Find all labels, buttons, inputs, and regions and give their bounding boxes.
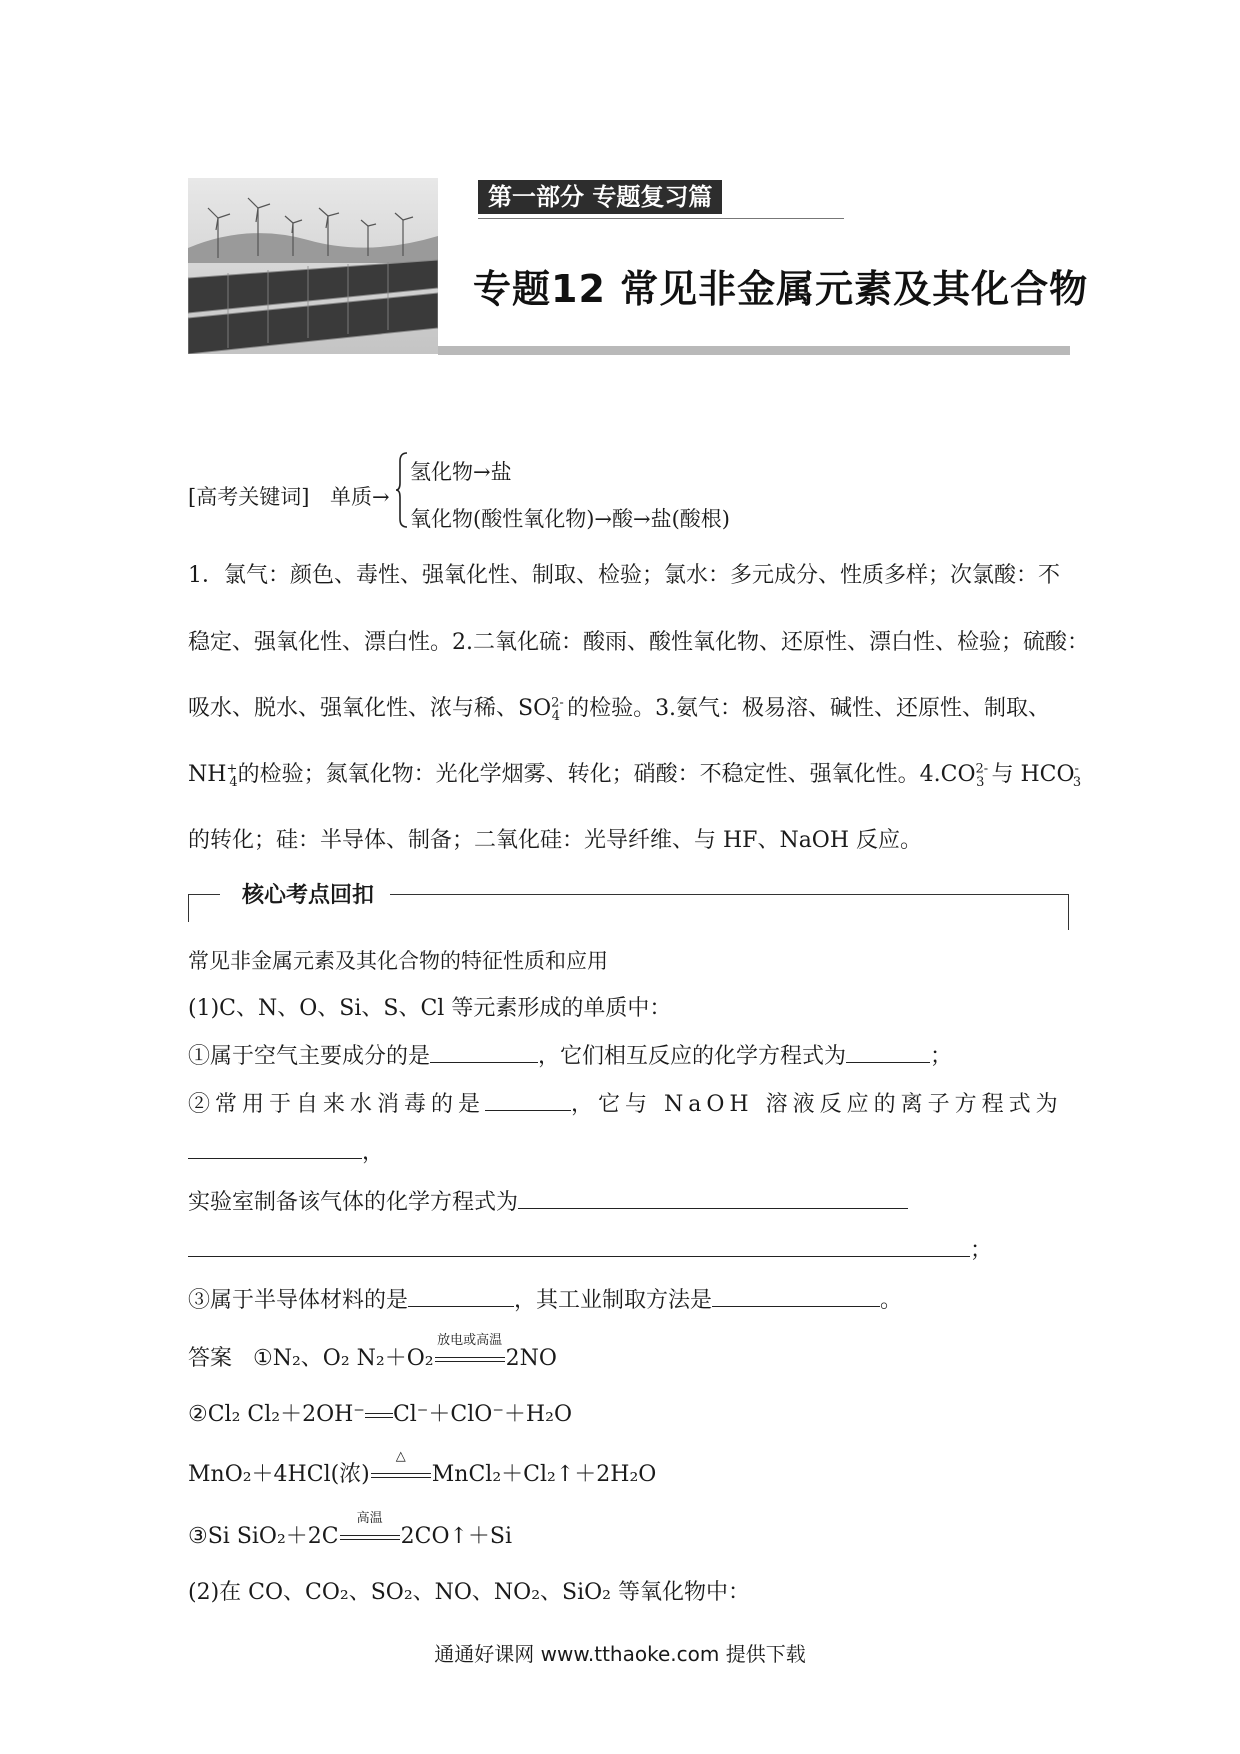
- paragraph-line-1: 1．氯气：颜色、毒性、强氧化性、制取、检验；氯水：多元成分、性质多样；次氯酸：不: [188, 563, 1061, 588]
- keywords-root: 单质→: [330, 485, 390, 509]
- footer-credit: 通通好课网 www.tthaoke.com 提供下载: [434, 1642, 806, 1666]
- section-rule-left: [188, 894, 220, 895]
- header-band: [438, 346, 1070, 355]
- answer-blank[interactable]: [485, 1090, 571, 1111]
- answer-blank[interactable]: [712, 1286, 880, 1307]
- answer-1: 答案 ①N₂、O₂ N₂＋O₂ 放电或高温 2NO: [188, 1333, 557, 1371]
- part-label: 第一部分 专题复习篇: [478, 180, 722, 214]
- answer-blank[interactable]: [188, 1236, 970, 1257]
- question-2-intro: (2)在 CO、CO₂、SO₂、NO、NO₂、SiO₂ 等氧化物中：: [188, 1580, 750, 1605]
- question-1a: ①属于空气主要成分的是 ，它们相互反应的化学方程式为 ；: [188, 1044, 953, 1069]
- answer-blank[interactable]: [408, 1286, 514, 1307]
- answer-blank[interactable]: [846, 1042, 930, 1063]
- answer-3: MnO₂＋4HCl(浓) △ MnCl₂＋Cl₂↑＋2H₂O: [188, 1449, 657, 1487]
- section-heading: 常见非金属元素及其化合物的特征性质和应用: [188, 949, 608, 973]
- keywords-branch2: 氧化物(酸性氧化物)→酸→盐(酸根): [410, 507, 730, 531]
- section-edge-right: [1068, 894, 1069, 930]
- banner-image: [188, 178, 438, 354]
- question-1c-cont: ；: [188, 1236, 992, 1266]
- question-1b-cont: ，: [188, 1138, 384, 1168]
- question-1c: 实验室制备该气体的化学方程式为: [188, 1188, 908, 1218]
- section-title: 核心考点回扣: [242, 883, 375, 908]
- keywords-branch1: 氢化物→盐: [410, 460, 512, 484]
- answer-blank[interactable]: [188, 1138, 362, 1159]
- brace-icon: [395, 451, 409, 529]
- chapter-title: 专题12 常见非金属元素及其化合物: [473, 267, 1089, 311]
- question-1d: ③属于半导体材料的是 ，其工业制取方法是 。: [188, 1288, 903, 1313]
- answer-4: ③Si SiO₂＋2C 高温 2CO↑＋Si: [188, 1511, 513, 1549]
- keywords-label: [高考关键词]: [188, 485, 310, 509]
- paragraph-line-4: $NH^+_4$的检验；氮氧化物：光化学烟雾、转化；硝酸：不稳定性、强氧化性。$4.CO^{2-}_3$ 与 $HCO^-_3$: [188, 761, 1082, 791]
- paragraph-line-3: 吸水、脱水、强氧化性、浓与稀、$SO^{2-}_4$ 的检验。3.氨气：极易溶、碱性、还原性、制取、: [188, 695, 1051, 725]
- answer-blank[interactable]: [430, 1042, 538, 1063]
- answer-2: ②Cl₂ Cl₂＋2OH⁻ Cl⁻＋ClO⁻＋H₂O: [188, 1402, 572, 1427]
- paragraph-line-2: 稳定、强氧化性、漂白性。2.二氧化硫：酸雨、酸性氧化物、还原性、漂白性、检验；硫酸：: [188, 630, 1089, 655]
- answer-blank[interactable]: [518, 1188, 908, 1209]
- question-1b: ②常用于自来水消毒的是 ，它与 NaOH 溶液反应的离子方程式为: [188, 1092, 1063, 1117]
- part-rule: [478, 218, 844, 219]
- paragraph-line-5: 的转化；硅：半导体、制备；二氧化硅：光导纤维、与 HF、NaOH 反应。: [188, 828, 923, 853]
- question-1-intro: (1)C、N、O、Si、S、Cl 等元素形成的单质中：: [188, 996, 672, 1021]
- section-rule-right: [390, 894, 1068, 895]
- section-edge-left: [188, 894, 189, 922]
